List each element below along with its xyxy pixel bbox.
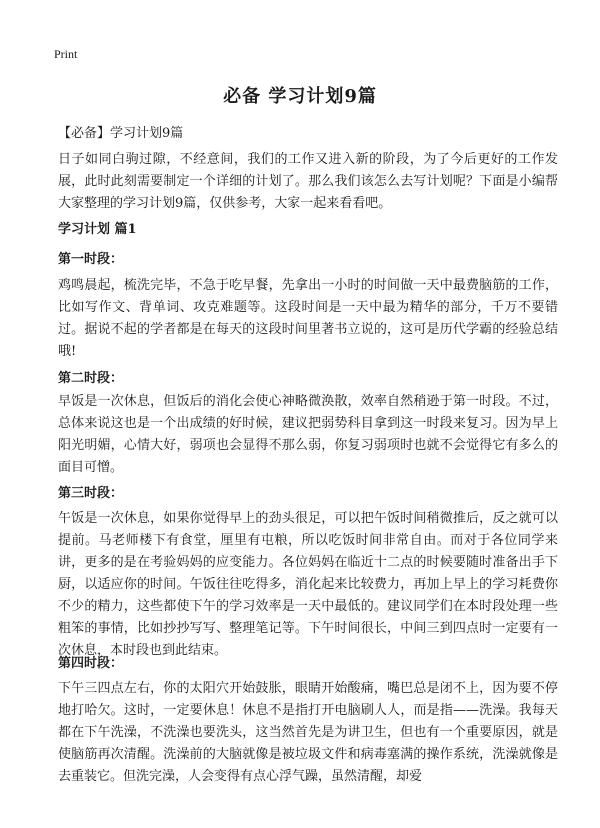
- period-3-heading: 第三时段：: [58, 486, 124, 501]
- period-4-text: 下午三四点左右，你的太阳穴开始鼓胀，眼睛开始酸痛，嘴巴总是闭不上，因为要不停地打哈欠。这时，一定要休息！休息不是指打开电脑刷人人，而是指——洗澡。我每天都在下午洗澡，不洗澡也要洗头，这当然首先是为讲卫生，但也有一个重要原因，就是使脑筋再次清醒。洗澡前的大脑就像是被垃圾文件和病毒塞满的操作系统，洗澡就像是去重装它。但洗完澡，人会变得有点心浮气躁，虽然清醒，却爱: [58, 681, 558, 784]
- period-4-heading: 第四时段：: [58, 656, 124, 671]
- period-1-heading: 第一时段：: [58, 252, 124, 267]
- period-2-text: 早饭是一次休息，但饭后的消化会使心神略微涣散，效率自然稍逊于第一时段。不过，总体来说这也是一个出成绩的好时候，建议把弱势科目拿到这一时段来复习。因为早上阳光明媚，心情大好，弱项也会显得不那么弱，你复习弱项时也就不会觉得它有多么的面目可憎。: [58, 394, 558, 475]
- section-title: 学习计划 篇1: [58, 222, 137, 237]
- period-3-text: 午饭是一次休息，如果你觉得早上的劲头很足，可以把午饭时间稍微推后，反之就可以提前。马老师楼下有食堂，厘里有屯粮，所以吃饭时间非常自由。而对于各位同学来讲，更多的是在考验妈妈的应变能力。各位妈妈在临近十二点的时候要随时准备出手下厨，以适应你的时间。午饭往往吃得多，消化起来比较费力，再加上早上的学习耗费你不少的精力，这些都使下午的学习效率是一天中最低的。建议同学们在本时段处理一些粗笨的事情，比如抄抄写写、整理笔记等。下午时间很长，中间三到四点时一定要有一次休息，本时段也到此结束。: [58, 511, 558, 658]
- page-title: 必备 学习计划9篇: [223, 86, 377, 107]
- period-2-heading: 第二时段：: [58, 371, 124, 386]
- document-subtitle: 【必备】学习计划9篇: [58, 126, 184, 141]
- print-link[interactable]: Print: [54, 47, 78, 61]
- period-1-text: 鸡鸣晨起，梳洗完毕，不急于吃早餐，先拿出一小时的时间做一天中最费脑筋的工作，比如写作文、背单词、攻克难题等。这段时间是一天中最为精华的部分，千万不要错过。据说不起的学者都是在每天的这段时间里著书立说的，这可是历代学霸的经验总结哦!: [58, 278, 558, 359]
- intro-paragraph: 日子如同白驹过隙，不经意间，我们的工作又进入新的阶段，为了今后更好的工作发展，此时此刻需要制定一个详细的计划了。那么我们该怎么去写计划呢？下面是小编帮大家整理的学习计划9篇，仅供参考，大家一起来看看吧。: [58, 152, 558, 211]
